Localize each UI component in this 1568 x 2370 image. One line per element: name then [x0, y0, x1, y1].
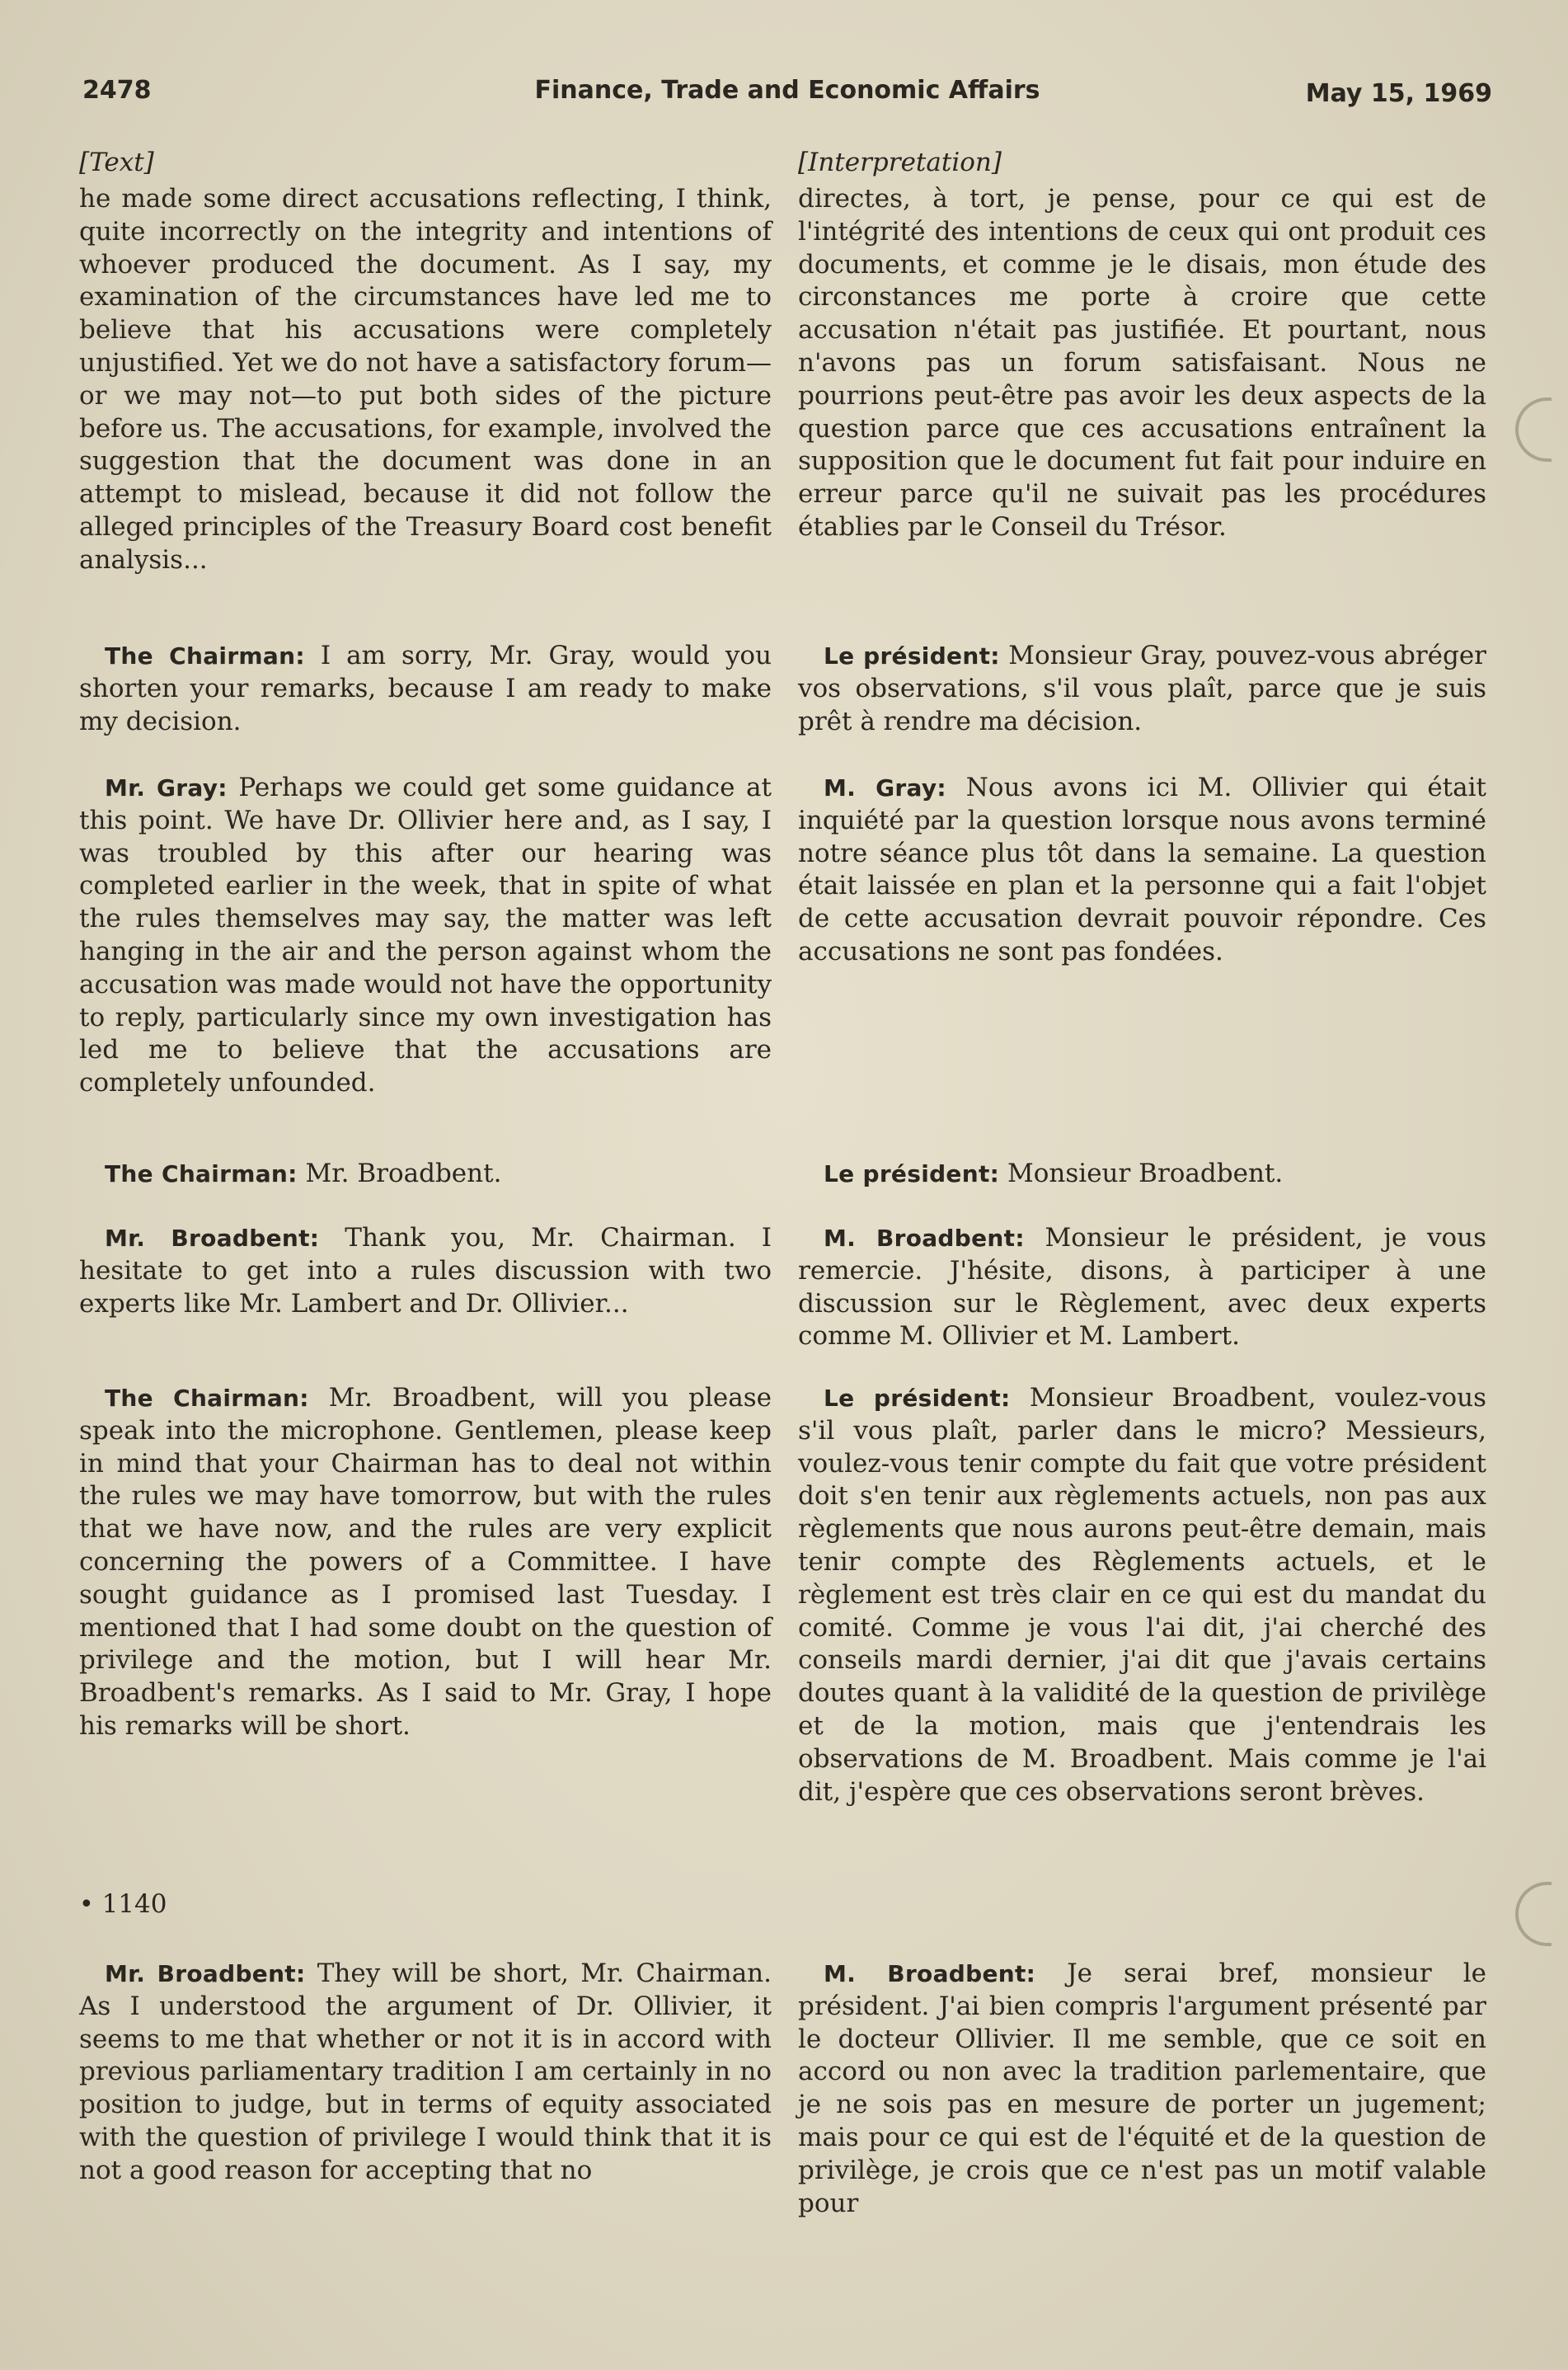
speaker-name: The Chairman: — [105, 642, 305, 670]
interpretation-label: [Interpretation] — [798, 148, 1002, 177]
en-paragraph-3-text: Perhaps we could get some guidance at this point. We have Dr. Ollivier here and, as I say, I was troubled by this after our hearing was completed earlier in the week, that in spite of what the rules themselves may say, the matter was left hanging in the air and the person against whom the accusation was made would not have the opportunity to reply, particularly since my own investigation has led me to believe that the accusations are completely unfounded. — [79, 773, 772, 1098]
binding-hole-mark — [1515, 1882, 1552, 1946]
en-paragraph-4-text: Mr. Broadbent. — [305, 1159, 502, 1188]
time-marker-text: 1140 — [101, 1889, 167, 1919]
en-paragraph-5-text: Thank you, Mr. Chairman. I hesitate to get into a rules discussion with two experts like Mr. Lambert and Dr. Ollivier... — [79, 1223, 772, 1319]
page-date: May 15, 1969 — [1305, 79, 1492, 108]
en-paragraph-6 — [79, 1382, 772, 1743]
en-paragraph-1-text: he made some direct accusations reflecting, I think, quite incorrectly on the integrity and intentions of whoever produced the document. As I say, my examination of the circumstances have led me to believe that his accusations were completely unjustified. Yet we do not have a satisfactory forum—or we may not—to put both sides of the picture before us. The accusations, for example, involved the suggestion that the document was done in an attempt to mislead, because it did not follow the alleged principles of the Treasury Board cost benefit analysis... — [79, 184, 772, 575]
speaker-name: Mr. Gray: — [105, 774, 228, 802]
en-paragraph-2-text: I am sorry, Mr. Gray, would you shorten your remarks, because I am ready to make my decision. — [79, 641, 772, 736]
fr-paragraph-7-text: Je serai bref, monsieur le président. J'ai bien compris l'argument présenté par le docteur Ollivier. Il me semble, que ce soit en accord ou non avec la tradition parlementaire, que je ne sois pas en mesure de porter un jugement; mais pour ce qui est de l'équité et de la question de privilège, je crois que ce n'est pas un motif valable pour — [798, 1959, 1486, 2218]
speaker-name: Mr. Broadbent: — [105, 1960, 306, 1987]
time-marker — [79, 1888, 772, 1921]
en-paragraph-2 — [79, 640, 772, 738]
interpretation-label-block — [798, 147, 1486, 180]
fr-paragraph-2 — [798, 640, 1486, 738]
speaker-name: The Chairman: — [105, 1160, 298, 1187]
fr-paragraph-7 — [798, 1958, 1486, 2220]
en-paragraph-6-text: Mr. Broadbent, will you please speak into the microphone. Gentlemen, please keep in mind that your Chairman has to deal not within the rules we may have tomorrow, but with the rules that we have now, and the rules are very explicit concerning the powers of a Committee. I have sought guidance as I promised last Tuesday. I mentioned that I had some doubt on the question of privilege and the motion, but I will hear Mr. Broadbent's remarks. As I said to Mr. Gray, I hope his remarks will be short. — [79, 1383, 772, 1741]
fr-paragraph-1-text: directes, à tort, je pense, pour ce qui est de l'intégrité des intentions de ceux qui ont produit ces documents, et comme je le disais, mon étude des circonstances me porte à croire que cette accusation n'était pas justifiée. Et pourtant, nous n'avons pas un forum satisfaisant. Nous ne pourrions peut-être pas avoir les deux aspects de la question parce que ces accusations entraînent la supposition que le document fut fait pour induire en erreur parce qu'il ne suivait pas les procédures établies par le Conseil du Trésor. — [798, 184, 1486, 542]
fr-paragraph-6 — [798, 1382, 1486, 1808]
speaker-name: Mr. Broadbent: — [105, 1225, 320, 1252]
en-paragraph-7-text: They will be short, Mr. Chairman. As I understood the argument of Dr. Ollivier, it seems to me that whether or not it is in accord with previous parliamentary tradition I am certainly in no position to judge, but in terms of equity associated with the question of privilege I would think that it is not a good reason for accepting that no — [79, 1959, 772, 2185]
text-label-block — [79, 147, 772, 180]
speaker-name: Le président: — [824, 1160, 1000, 1187]
fr-paragraph-6-text: Monsieur Broadbent, voulez-vous s'il vous plaît, parler dans le micro? Messieurs, voulez-vous tenir compte du fait que votre président doit s'en tenir aux règlements actuels, non pas aux règlements que nous aurons peut-être demain, mais tenir compte des Règlements actuels, et le règlement est très clair en ce qui est du mandat du comité. Comme je vous l'ai dit, j'ai cherché des conseils mardi dernier, j'ai dit que j'avais certains doutes quant à la validité de la question de privilège et de la motion, mais que j'entendrais les observations de M. Broadbent. Mais comme je l'ai dit, j'espère que ces observations seront brèves. — [798, 1383, 1486, 1807]
fr-paragraph-2-text: Monsieur Gray, pouvez-vous abréger vos observations, s'il vous plaît, parce que je suis prêt à rendre ma décision. — [798, 641, 1487, 736]
binding-hole-mark — [1515, 397, 1552, 462]
text-label: [Text] — [79, 148, 154, 177]
page-number: 2478 — [82, 76, 152, 105]
speaker-name: M. Broadbent: — [824, 1225, 1025, 1252]
speaker-name: Le président: — [824, 642, 1000, 670]
fr-paragraph-1 — [798, 183, 1486, 544]
page-header — [82, 76, 1492, 117]
fr-paragraph-5-text: Monsieur le président, je vous remercie. J'hésite, disons, à participer à une discussion sur le Règlement, avec deux experts comme M. Ollivier et M. Lambert. — [798, 1223, 1486, 1352]
fr-paragraph-4 — [798, 1158, 1486, 1191]
speaker-name: Le président: — [824, 1385, 1011, 1412]
speaker-name: M. Broadbent: — [824, 1960, 1036, 1987]
fr-paragraph-5 — [798, 1222, 1486, 1353]
en-paragraph-7 — [79, 1958, 772, 2188]
en-paragraph-3 — [79, 772, 772, 1100]
en-paragraph-1 — [79, 183, 772, 577]
bullet-icon: • — [79, 1890, 94, 1919]
fr-paragraph-3 — [798, 772, 1486, 969]
fr-paragraph-4-text: Monsieur Broadbent. — [1007, 1159, 1284, 1188]
fr-paragraph-3-text: Nous avons ici M. Ollivier qui était inquiété par la question lorsque nous avons terminé notre séance plus tôt dans la semaine. La question était laissée en plan et la personne qui a fait l'objet de cette accusation devrait pouvoir répondre. Ces accusations ne sont pas fondées. — [798, 773, 1486, 966]
running-title: Finance, Trade and Economic Affairs — [534, 76, 1040, 105]
en-paragraph-5 — [79, 1222, 772, 1320]
speaker-name: M. Gray: — [824, 774, 946, 802]
en-paragraph-4 — [79, 1158, 772, 1191]
speaker-name: The Chairman: — [105, 1385, 309, 1412]
